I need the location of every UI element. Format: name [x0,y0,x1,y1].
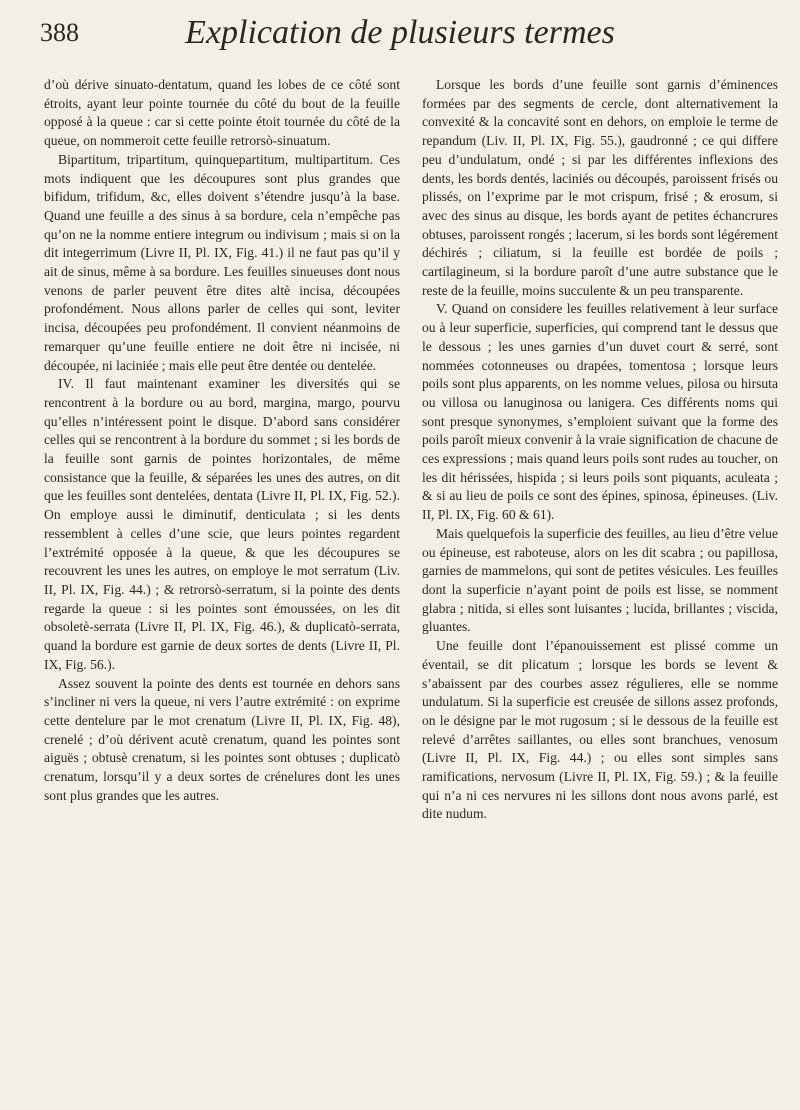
paragraph: Assez souvent la pointe des dents est tournée en dehors sans s’incliner ni vers la queue, ni vers l’autre extrémité : on exprime cette dentelure par le mot crenatum (Livre II, Pl. IX, Fig. 48), crenelé ; d’où dérivent acutè crenatum, quand les pointes sont aiguës ; obtusè crenatum, si les pointes sont obtuses ; duplicatò crenatum, lorsqu’il y a deux sortes de crénelures dont les unes sont plus grandes que les autres. [44,675,400,803]
page-number: 388 [40,18,79,47]
paragraph: Une feuille dont l’épanouissement est plissé comme un éventail, se dit plicatum ; lorsque les bords se levent & s’abaissent par des courbes assez régulieres, elle se nomme undulatum. Si la superficie est creusée de sillons assez profonds, on le désigne par le mot rugosum ; si le dessous de la feuille est relevé d’arrêtes saillantes, ou elles sont branchues, venosum (Livre II, Pl. IX, Fig. 44.) ; ou elles sont simples sans ramifications, nervosum (Livre II, Pl. IX, Fig. 59.) ; & la feuille qui n’a ni ces nervures ni les sillons dont nous avons parlé, est dite nudum. [422,638,778,822]
paragraph: Mais quelquefois la superficie des feuilles, au lieu d’être velue ou épineuse, est raboteuse, alors on les dit scabra ; ou papillosa, garnies de mammelons, qui sont de petites vésicules. Les feuilles dont la superficie n’ayant point de poils est lisse, se nomment glabra ; nitida, si elles sont luisantes ; lucida, brillantes ; viscida, gluantes. [422,525,778,635]
paragraph: Lorsque les bords d’une feuille sont garnis d’éminences formées par des segments de cercle, dont alternativement la convexité & la concavité sont en dehors, on emploie le terme de repandum (Liv. II, Pl. IX, Fig. 55.), gaudronné ; ce qui differe peu d’undulatum, ondé ; si par les différentes inflexions des dents, les bords dentés, laciniés ou découpés, paroissent frisés ou plissés, on l’exprime par le mot crispum, frisé ; & erosum, si avec des sinus au disque, les bords ayant de petites échancrures obtuses, paroissent rongés ; lacerum, si les bords sont légérement déchirés ; ciliatum, si la feuille est bordée de poils ; cartilagineum, si la bordure paroît d’une autre substance que le reste de la feuille, moins succulente & un peu transparente. [422,77,778,298]
paragraph: IV. Il faut maintenant examiner les diversités qui se rencontrent à la bordure ou au bord, margina, margo, pourvu qu’elles n’intéressent point le disque. D’abord sans considérer celles qui se rencontrent à la bordure du sommet ; si les bords de la feuille sont garnis de pointes horizontales, de même consistance que la feuille, & séparées les unes des autres, on dit que les feuilles sont dentelées, dentata (Livre II, Pl. IX, Fig. 52.). On employe aussi le diminutif, denticulata ; si les dents ressemblent à celles d’une scie, que leurs pointes regardent l’extrémité opposée à la queue, & que les découpures se recouvrent les unes les autres, on employe le mot serratum (Liv. II, Pl. IX, Fig. 44.) ; & retrorsò-serratum, si la pointe des dents regarde la queue : si les pointes sont émoussées, on les dit obsoletè-serrata (Livre II, Pl. IX, Fig. 46.), & duplicatò-serrata, quand la bordure est garnie de deux sortes de dents (Livre II, Pl. IX, Fig. 56.). [44,376,400,672]
paragraph: Bipartitum, tripartitum, quinquepartitum, multipartitum. Ces mots indiquent que les découpures sont plus grandes que bifidum, trifidum, &c, elles doivent s’étendre jusqu’à la base. Quand une feuille a des sinus à sa bordure, cela n’empêche pas qu’on ne la nomme entiere integrum ou indivisum ; mais si on la dit integerrimum (Livre II, Pl. IX, Fig. 41.) il ne faut pas qu’il y ait de sinus, même à sa bordure. Les feuilles sinueuses dont nous venons de parler peuvent être dites altè incisa, découpées profondément. Nous allons parler de celles qui sont, leviter incisa, découpées peu profondément. Il convient néanmoins de remarquer qu’une feuille entiere ne doit être ni incisée, ni découpée, ni laciniée ; mais elle peut être dentée ou dentelée. [44,151,400,373]
page-header [0,0,800,70]
paragraph: d’où dérive sinuato-dentatum, quand les lobes de ce côté sont étroits, ayant leur pointe tournée du côté du bout de la feuille opposé à la queue : car si cette pointe étoit tournée du côté de la queue, on nommeroit cette feuille retrorsò-sinuatum. [44,77,400,149]
paragraph: V. Quand on considere les feuilles relativement à leur surface ou à leur superficie, superficies, qui comprend tant le dessus que le dessous ; les unes garnies d’un duvet court & serré, sont nommées cotonneuses ou drapées, tomentosa ; lorsque leurs poils sont plus apparents, on les nomme velues, pilosa ou hirsuta ou villosa ou lanuginosa ou lanigera. Ces différents noms qui sont presque synonymes, s’emploient suivant que la forme des poils paroît mieux convenir à la vraie signification de chacune de ces expressions ; mais quand leurs poils sont rudes au toucher, on les dit hérissées, hispida ; si leurs poils sont piquants, aculeata ; & si au lieu de poils ce sont des épines, spinosa, épineuses. (Liv. II, Pl. IX, Fig. 60 & 61). [422,301,778,523]
left-column [44,76,400,805]
right-column [422,76,778,824]
running-title: Explication de plusieurs termes [185,14,615,51]
